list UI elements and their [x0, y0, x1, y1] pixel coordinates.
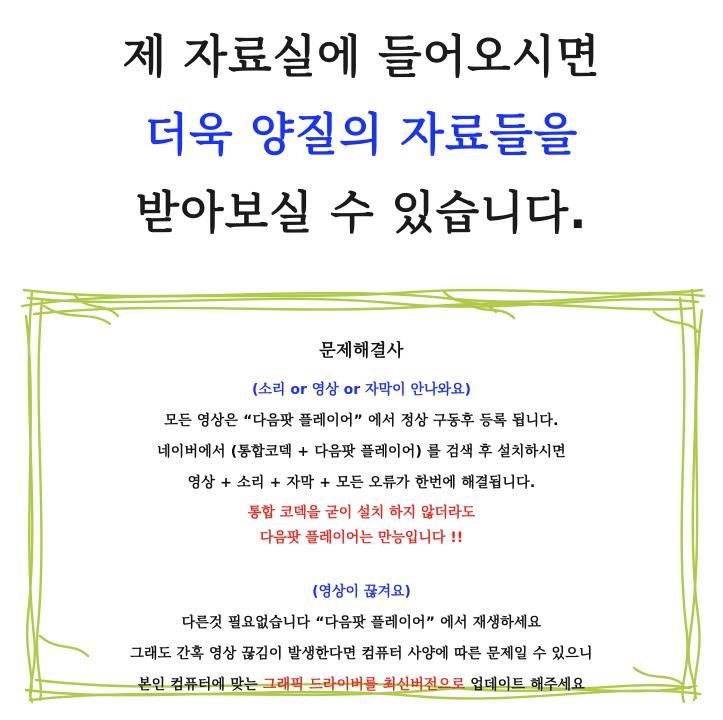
section1-emphasis-1: 통합 코덱을 굳이 설치 하지 않더라도	[247, 505, 476, 521]
headline-line-1: 제 자료실에 들어오시면	[122, 30, 601, 83]
section1-line-2: 네이버에서 (통합코덱 + 다음팟 플레이어) 를 검색 후 설치하시면	[157, 444, 566, 460]
section2-question: (영상이 끊겨요)	[312, 584, 411, 600]
section2-last-part-1: 본인 컴퓨터에 맞는	[137, 677, 263, 693]
headline-line-3: 받아보실 수 있습니다.	[135, 186, 588, 239]
section2-last-line	[14, 674, 709, 694]
section1-question: (소리 or 영상 or 자막이 안나와요)	[252, 382, 471, 398]
section1-line-1: 모든 영상은 “다음팟 플레이어” 에서 정상 구동후 등록 됩니다.	[164, 413, 559, 429]
section2-line-2: 그래도 간혹 영상 끊김이 발생한다면 컴퓨터 사양에 따른 문제일 수 있으니	[130, 646, 593, 662]
note-title: 문제해결사	[319, 341, 404, 361]
section-divider	[14, 547, 709, 563]
note-content	[14, 276, 709, 706]
section2-last-part-2: 그래픽 드라이버를 최신버전으로	[262, 677, 466, 693]
headline-line-2: 더욱 양질의 자료들을	[144, 108, 579, 161]
headline-block	[0, 18, 723, 252]
section2-last-part-3: 업데이트 해주세요	[465, 677, 586, 693]
section1-emphasis-2: 다음팟 플레이어는 만능입니다 !!	[259, 530, 464, 546]
section1-line-3: 영상 + 소리 + 자막 + 모든 오류가 한번에 해결됩니다.	[187, 475, 536, 491]
section2-line-1: 다른것 필요없습니다 “다음팟 플레이어” 에서 재생하세요	[181, 615, 542, 631]
